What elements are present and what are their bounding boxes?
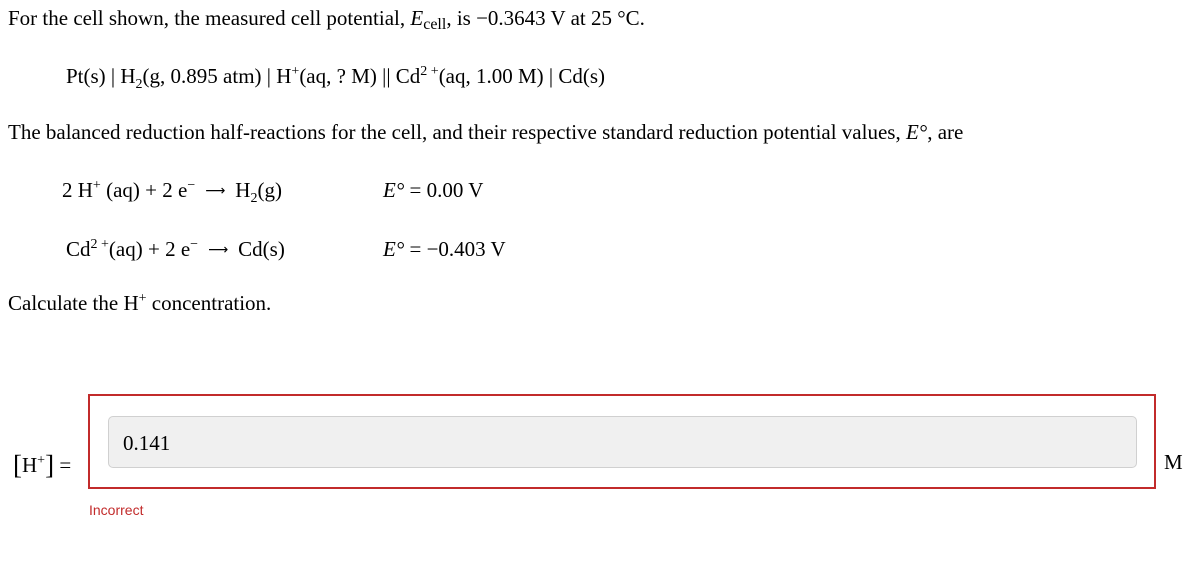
potential-cadmium: E° = −0.403 V [383,237,506,261]
question-intro: For the cell shown, the measured cell potential, Ecell, is −0.3643 V at 25 °C. [8,6,645,33]
unit-label: M [1164,450,1183,474]
cell-notation: Pt(s) | $H_2(g$, 0.895 atm) | H+(aq, ? M) || $Cd^{2 +}(aq$, 1.00 M) | Cd(s) [66,64,606,92]
balanced-reactions-intro: The balanced reduction half-reactions for the cell, and their respective standard reduction potential values, E°, are [8,120,964,144]
potential-hydrogen: E° = 0.00 V [383,178,484,202]
reaction-arrow-icon: ⟶ [205,183,226,199]
half-reaction-hydrogen: 2 H+ (aq) + 2 e− ⟶ $H_2(g)$ [62,178,282,206]
answer-input[interactable]: 0.141 [108,416,1137,468]
reaction-arrow-icon: ⟶ [208,242,229,258]
half-reaction-cadmium: $Cd^{2 +}(aq) + 2$ e− ⟶ Cd(s) [66,237,285,261]
answer-label: [H+] = [13,450,72,480]
feedback-status: Incorrect [89,502,144,518]
calculate-prompt: Calculate the H+ concentration. [8,291,272,315]
